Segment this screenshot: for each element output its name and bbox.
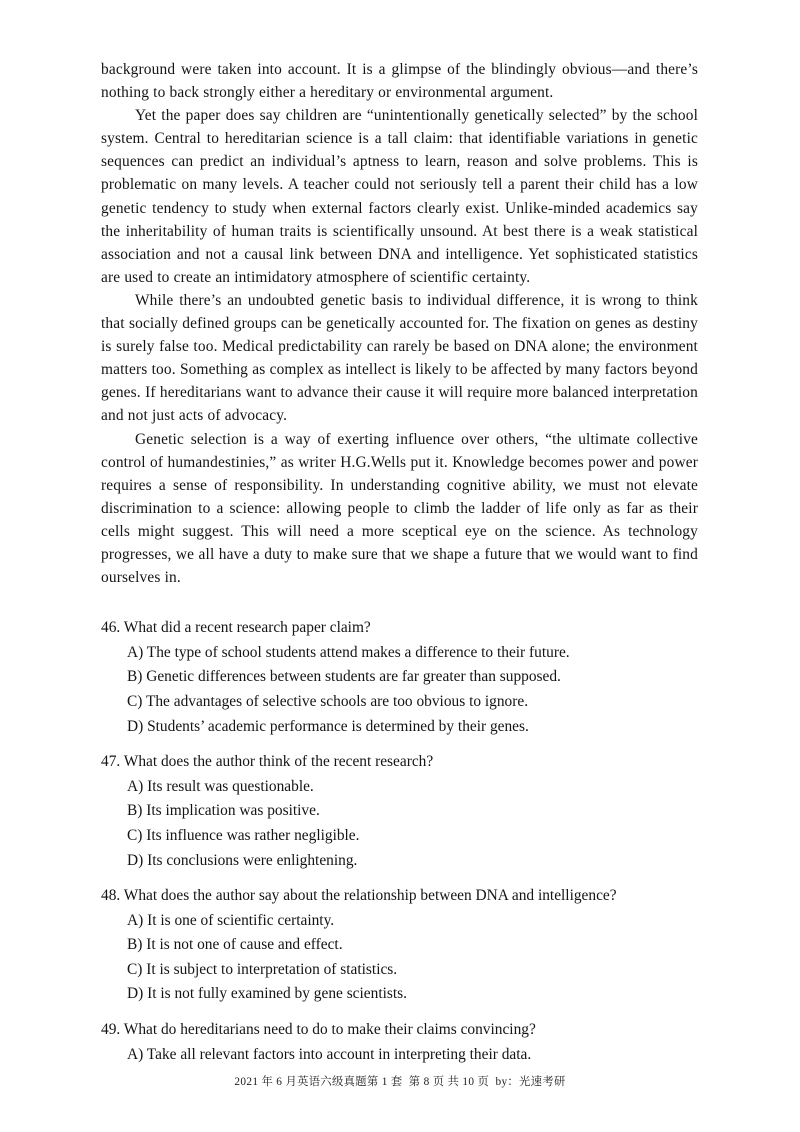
question-option-a[interactable]: A) It is one of scientific certainty. <box>127 911 335 929</box>
question-47 <box>101 750 698 873</box>
question-46 <box>101 616 698 739</box>
page-content <box>101 58 698 1067</box>
question-option-b[interactable]: B) Its implication was positive. <box>127 802 320 820</box>
passage-paragraph: background were taken into account. It is a glimpse of the blindingly obvious—and there’s nothing to back strongly either a hereditary or environmental argument. <box>101 61 698 102</box>
question-option-c[interactable]: C) Its influence was rather negligible. <box>127 826 360 844</box>
passage-paragraph: Genetic selection is a way of exerting influence over others, “the ultimate collective control of humandestinies,” as writer H.G.Wells put it. Knowledge becomes power and power requires a sense of responsibility. In understanding cognitive ability, we must not elevate discrimination to a science: allowing people to climb the ladder of life only as far as their cells might suggest. This will need a more sceptical eye on the science. As technology progresses, we all have a duty to make sure that we shape a future that we would want to find ourselves in. <box>101 430 698 587</box>
question-49 <box>101 1018 698 1067</box>
passage-paragraph: While there’s an undoubted genetic basis to individual difference, it is wrong to think that socially defined groups can be genetically accounted for. The fixation on genes as destiny is surely false too. Medical predictability can rarely be based on DNA alone; the environment matters too. Something as complex as intellect is likely to be affected by many factors beyond genes. If hereditarians want to advance their cause it will require more balanced interpretation and not just acts of advocacy. <box>101 291 698 425</box>
page-footer: 2021 年 6 月英语六级真题第 1 套 第 8 页 共 10 页 by：光速考研 <box>234 1076 566 1088</box>
question-option-a[interactable]: A) Its result was questionable. <box>127 777 314 795</box>
questions-list <box>101 616 698 1067</box>
question-option-a[interactable]: A) Take all relevant factors into account in interpreting their data. <box>127 1045 532 1063</box>
question-option-b[interactable]: B) It is not one of cause and effect. <box>127 936 343 954</box>
question-option-c[interactable]: C) It is subject to interpretation of statistics. <box>127 960 398 978</box>
question-option-a[interactable]: A) The type of school students attend makes a difference to their future. <box>127 643 570 661</box>
question-option-c[interactable]: C) The advantages of selective schools are too obvious to ignore. <box>127 692 529 710</box>
question-option-d[interactable]: D) Students’ academic performance is determined by their genes. <box>127 717 529 735</box>
question-stem: 47. What does the author think of the recent research? <box>101 753 434 771</box>
passage-paragraph: Yet the paper does say children are “unintentionally genetically selected” by the school system. Central to hereditarian science is a tall claim: that identifiable variations in genetic sequences can predict an individual’s aptness to learn, reason and solve problems. This is problematic on many levels. A teacher could not seriously tell a parent their child has a low genetic tendency to study when external factors clearly exist. Unlike-minded academics say the inheritability of human traits is scientifically unsound. At best there is a weak statistical association and not a causal link between DNA and intelligence. Yet sophisticated statistics are used to create an intimidatory atmosphere of scientific certainty. <box>101 107 698 286</box>
question-option-b[interactable]: B) Genetic differences between students are far greater than supposed. <box>127 668 561 686</box>
question-48 <box>101 884 698 1007</box>
passage-body <box>101 58 698 589</box>
question-option-d[interactable]: D) Its conclusions were enlightening. <box>127 851 358 869</box>
question-stem: 49. What do hereditarians need to do to make their claims convincing? <box>101 1021 536 1039</box>
question-option-d[interactable]: D) It is not fully examined by gene scientists. <box>127 985 407 1003</box>
question-stem: 46. What did a recent research paper claim? <box>101 619 371 637</box>
question-stem: 48. What does the author say about the relationship between DNA and intelligence? <box>101 887 617 905</box>
